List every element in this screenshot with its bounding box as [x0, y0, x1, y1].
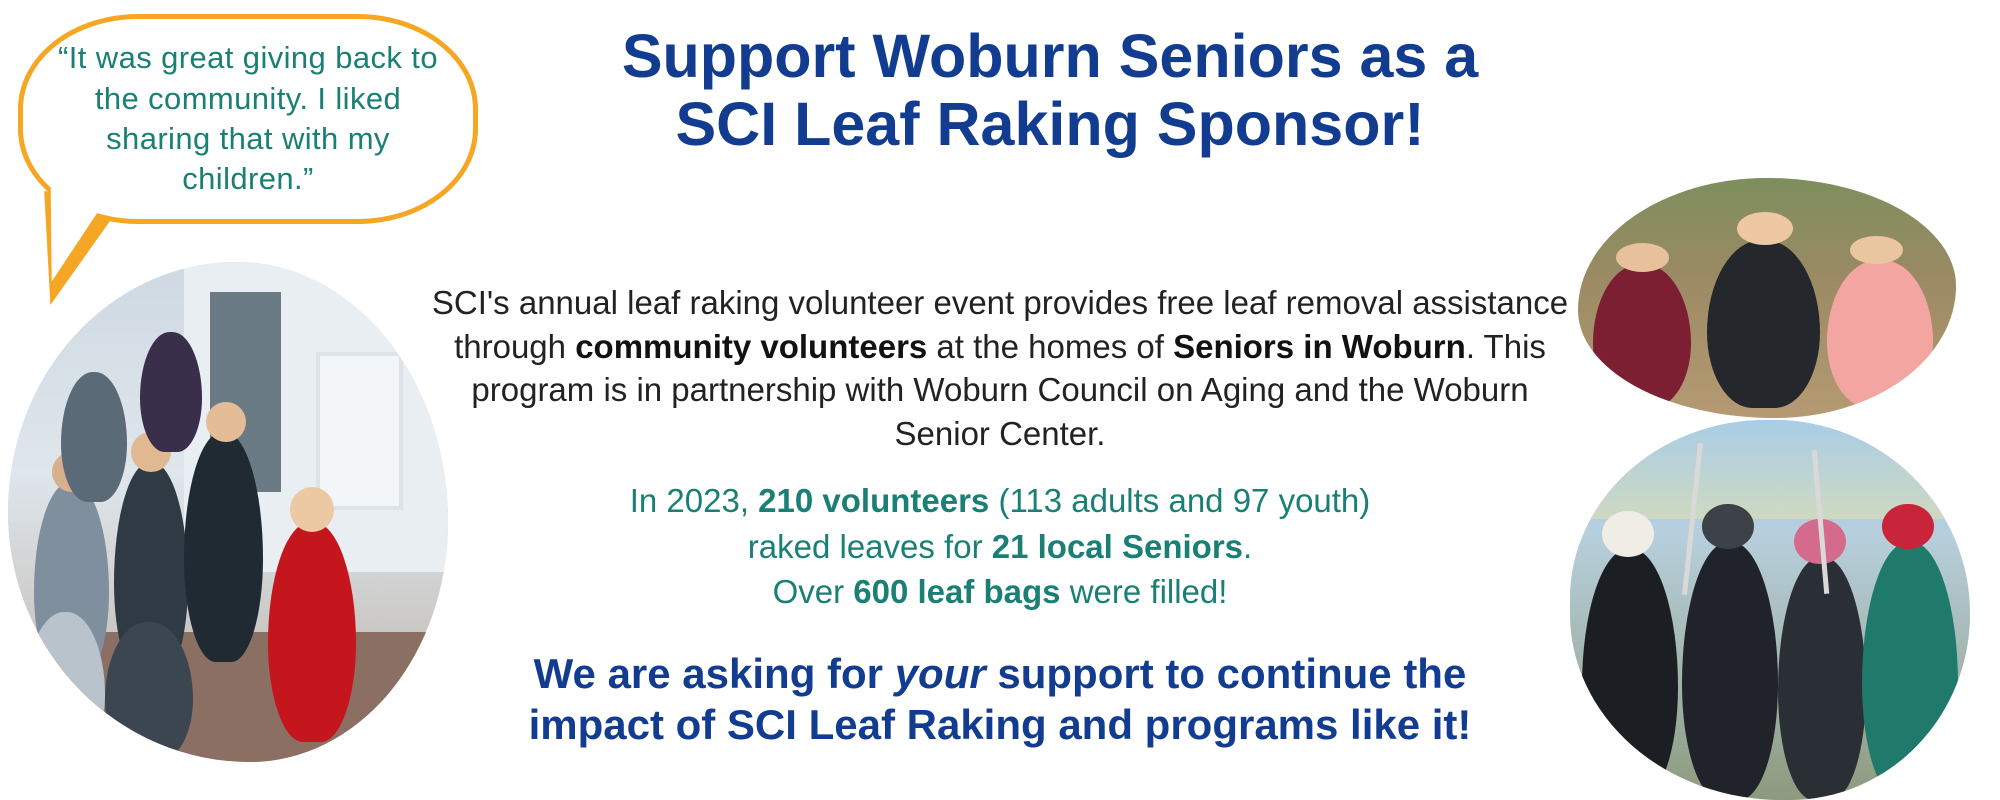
photo-right-bottom-person-4: [1862, 542, 1958, 800]
photo-left-person-7: [140, 332, 202, 452]
photo-left-window-shape: [316, 352, 403, 510]
photo-right-top-head-1: [1616, 243, 1669, 272]
callout-line-2: impact of SCI Leaf Raking and programs like it!: [528, 701, 1472, 749]
quote-speech-bubble: [18, 14, 478, 224]
callout-emphasis-your: your: [894, 650, 986, 697]
photo-right-top-volunteers: [1578, 178, 1956, 418]
quote-text: “It was great giving back to the community. I liked sharing that with my children.”: [58, 40, 438, 197]
photo-left-head-senior: [290, 487, 334, 532]
photo-left-volunteers: [8, 262, 448, 762]
headline-line-2: SCI Leaf Raking Sponsor!: [675, 90, 1425, 159]
photo-left-background: [8, 262, 448, 762]
body-part-3: . This program is in partnership with Woburn Council on Aging and the Woburn Senior Center.: [471, 327, 1546, 452]
stats-line-2-pre: raked leaves for: [747, 527, 992, 565]
callout-line-1-post: support to continue the: [985, 650, 1467, 697]
photo-right-bottom-hat-4: [1882, 504, 1934, 550]
photo-right-bottom-person-3: [1778, 557, 1866, 800]
photo-left-person-4: [26, 612, 105, 762]
photo-left-person-6: [61, 372, 127, 502]
photo-left-head-3: [206, 402, 246, 442]
callout-line-1-pre: We are asking for: [533, 650, 895, 697]
stats-line-1-pre: In 2023,: [629, 482, 759, 519]
photo-right-top-background: [1578, 178, 1956, 418]
photo-right-top-person-3: [1827, 260, 1933, 409]
stats-line-2-post: .: [1243, 527, 1253, 565]
photo-right-top-head-2: [1737, 212, 1794, 246]
photo-right-bottom-person-2: [1682, 542, 1778, 800]
body-part-1: SCI's annual leaf raking volunteer event provides free leaf removal assistance through: [431, 284, 1569, 365]
photo-left-person-5: [105, 622, 193, 762]
photo-right-bottom-hat-1: [1602, 511, 1654, 557]
stats-line-3-post: were filled!: [1060, 573, 1228, 611]
photo-right-bottom-hat-2: [1702, 504, 1754, 550]
headline-line-1: Support Woburn Seniors as a: [621, 22, 1479, 90]
stats-line-3: [460, 569, 1540, 615]
body-bold-seniors-in-woburn: Seniors in Woburn: [1173, 327, 1466, 365]
page-title: [500, 22, 1600, 159]
stats-line-1: [460, 478, 1540, 524]
stats-line-2: [460, 524, 1540, 570]
impact-stats: [460, 478, 1540, 615]
stats-volunteer-count: 210 volunteers: [758, 482, 990, 519]
photo-right-top-person-2: [1707, 240, 1820, 408]
callout-line-1: [400, 648, 1600, 699]
body-bold-community-volunteers: community volunteers: [575, 327, 928, 365]
photo-left-person-senior: [268, 522, 356, 742]
body-part-2: at the homes of: [927, 327, 1174, 365]
stats-senior-count: 21 local Seniors: [991, 527, 1244, 565]
photo-left-person-3: [184, 432, 263, 662]
photo-right-bottom-volunteers: [1570, 420, 1970, 800]
program-description: [430, 281, 1570, 455]
photo-right-top-head-3: [1850, 236, 1903, 265]
stats-line-1-post: (113 adults and 97 youth): [989, 482, 1371, 519]
stats-line-3-pre: Over: [772, 573, 854, 611]
photo-right-bottom-background: [1570, 420, 1970, 800]
stats-leaf-bag-count: 600 leaf bags: [853, 573, 1061, 611]
support-callout: [400, 648, 1600, 750]
photo-right-top-person-1: [1593, 264, 1691, 408]
